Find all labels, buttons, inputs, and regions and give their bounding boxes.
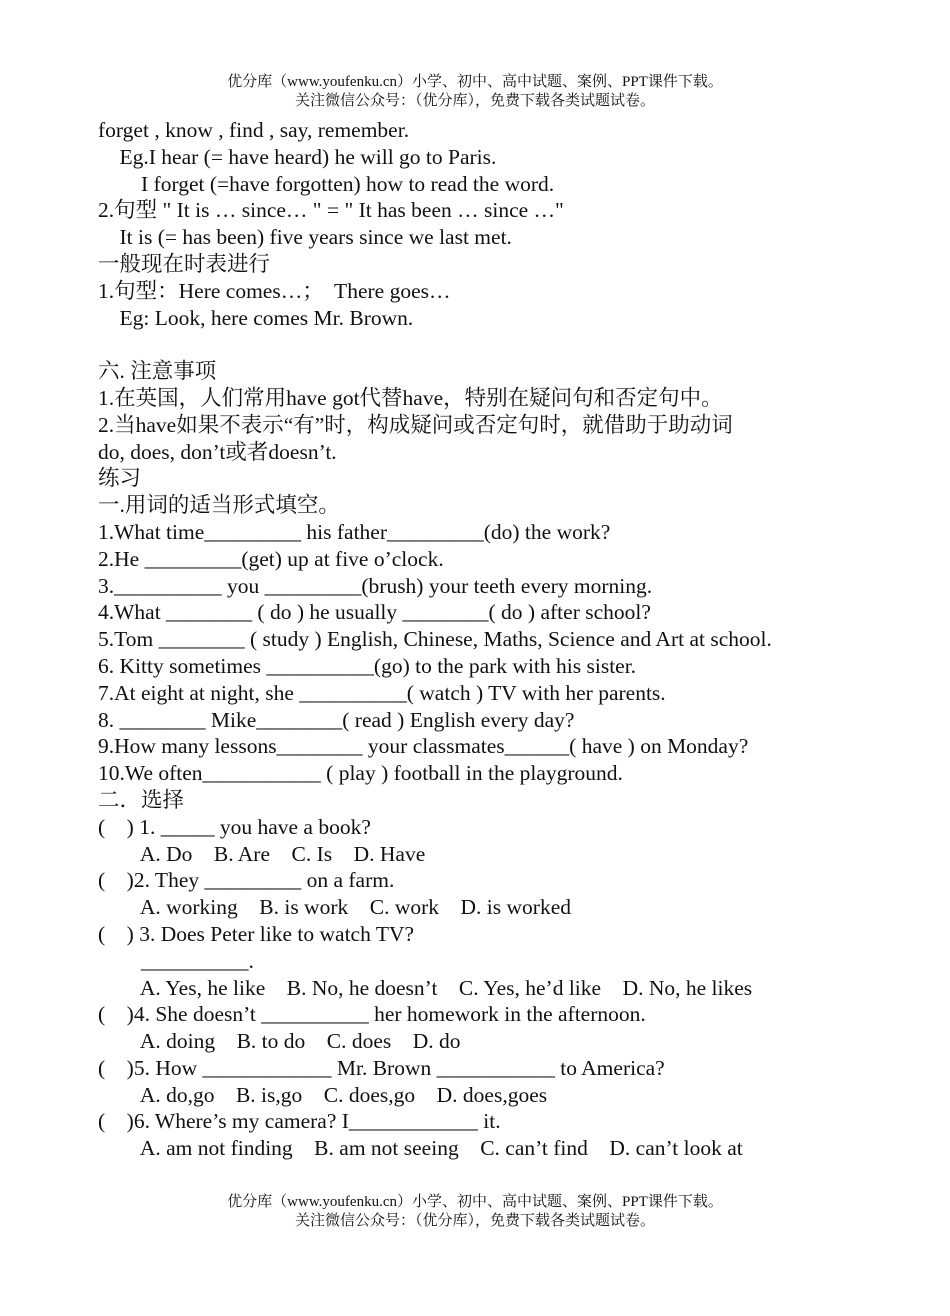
- text-line: A. do,go B. is,go C. does,go D. does,goes: [98, 1082, 548, 1107]
- document-body: [98, 117, 858, 1162]
- text-line: 7.At eight at night, she __________( watch ) TV with her parents.: [98, 680, 666, 705]
- page-header: [0, 73, 950, 111]
- text-line: 二．选择: [98, 787, 185, 812]
- header-line-2: 关注微信公众号：（优分库），免费下载各类试题试卷。: [294, 93, 655, 109]
- text-line: ( )6. Where’s my camera? I____________ it.: [98, 1109, 501, 1134]
- text-line: 练习: [98, 466, 142, 491]
- text-line: ( )2. They _________ on a farm.: [98, 868, 395, 893]
- text-line: I forget (=have forgotten) how to read the word.: [98, 171, 555, 196]
- text-line: 1.句型：Here comes…； There goes…: [98, 278, 451, 303]
- text-line: ( ) 3. Does Peter like to watch TV?: [98, 921, 415, 946]
- header-line-1: 优分库（www.youfenku.cn）小学、初中、高中试题、案例、PPT课件下载。: [227, 74, 723, 90]
- page-footer: [0, 1193, 950, 1231]
- text-line: A. Yes, he like B. No, he doesn’t C. Yes, he’d like D. No, he likes: [98, 975, 753, 1000]
- text-line: 1.What time_________ his father_________(do) the work?: [98, 519, 611, 544]
- text-line: Eg.I hear (= have heard) he will go to Paris.: [98, 144, 497, 169]
- text-line: 一.用词的适当形式填空。: [98, 493, 340, 518]
- text-line: It is (= has been) five years since we last met.: [98, 225, 512, 250]
- text-line: 2.He _________(get) up at five o’clock.: [98, 546, 444, 571]
- text-line: 2.句型 " It is … since… " = " It has been … since …": [98, 198, 564, 223]
- text-line: 1.在英国，人们常用have got代替have，特别在疑问句和否定句中。: [98, 385, 723, 410]
- text-line: Eg: Look, here comes Mr. Brown.: [98, 305, 414, 330]
- footer-line-1: 优分库（www.youfenku.cn）小学、初中、高中试题、案例、PPT课件下载。: [227, 1194, 723, 1210]
- text-line: [98, 331, 858, 358]
- footer-line-2: 关注微信公众号：（优分库），免费下载各类试题试卷。: [294, 1213, 655, 1229]
- text-line: 9.How many lessons________ your classmates______( have ) on Monday?: [98, 734, 749, 759]
- text-line: A. working B. is work C. work D. is worked: [98, 895, 571, 920]
- text-line: do, does, don’t或者doesn’t.: [98, 439, 337, 464]
- text-line: forget , know , find , say, remember.: [98, 118, 410, 142]
- text-line: 5.Tom ________ ( study ) English, Chinese, Maths, Science and Art at school.: [98, 627, 772, 652]
- text-line: A. Do B. Are C. Is D. Have: [98, 841, 426, 866]
- text-line: ( )5. How ____________ Mr. Brown ___________ to America?: [98, 1055, 665, 1080]
- text-line: 8. ________ Mike________( read ) English every day?: [98, 707, 575, 732]
- text-line: 10.We often___________ ( play ) football in the playground.: [98, 761, 623, 786]
- text-line: 6. Kitty sometimes __________(go) to the park with his sister.: [98, 653, 637, 678]
- text-line: ( ) 1. _____ you have a book?: [98, 814, 371, 839]
- text-line: 一般现在时表进行: [98, 251, 271, 276]
- text-line: __________.: [98, 948, 254, 973]
- text-line: 3.__________ you _________(brush) your teeth every morning.: [98, 573, 653, 598]
- text-line: 六. 注意事项: [98, 359, 217, 384]
- text-line: 2.当have如果不表示“有”时，构成疑问或否定句时，就借助于助动词: [98, 412, 733, 437]
- text-line: ( )4. She doesn’t __________ her homework in the afternoon.: [98, 1002, 646, 1027]
- text-line: A. am not finding B. am not seeing C. can’t find D. can’t look at: [98, 1136, 743, 1161]
- text-line: A. doing B. to do C. does D. do: [98, 1029, 461, 1054]
- text-line: 4.What ________ ( do ) he usually ________( do ) after school?: [98, 600, 651, 625]
